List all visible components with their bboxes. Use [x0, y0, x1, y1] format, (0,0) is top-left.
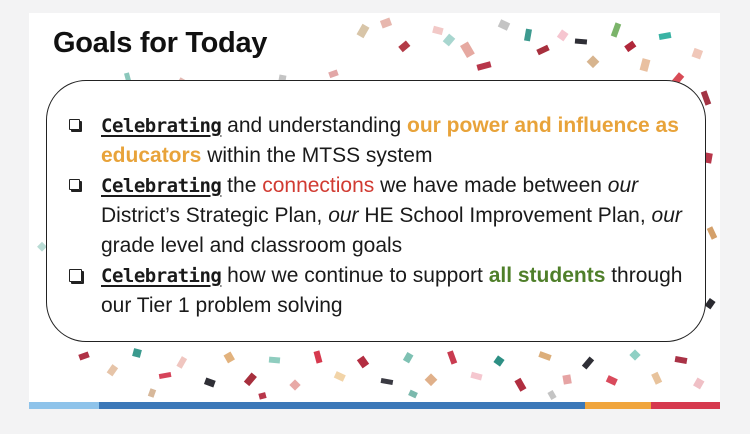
footer-bar-light-blue	[29, 402, 99, 409]
goals-panel	[46, 80, 706, 342]
emphasis-text: our	[651, 204, 682, 227]
bullet-text: the	[221, 174, 263, 197]
list-item	[69, 171, 694, 261]
highlight-text: all students	[488, 264, 606, 287]
bullet-text: HE School Improvement Plan,	[358, 204, 652, 227]
bullet-text: how we continue to support	[221, 264, 489, 287]
checkbox-bullet-icon	[69, 269, 82, 282]
bullet-text: we have made between	[374, 174, 608, 197]
bullet-text: grade level and classroom goals	[101, 234, 403, 257]
bullet-text: through our Tier 1 problem solving	[101, 264, 683, 317]
emphasis-text: our	[328, 204, 359, 227]
list-item	[69, 261, 694, 321]
highlight-text: our power and influence as educators	[101, 114, 679, 167]
checkbox-bullet-icon	[69, 119, 80, 130]
highlight-text: connections	[262, 174, 375, 197]
bullet-text: District’s Strategic Plan,	[101, 204, 329, 227]
keyword-celebrating: Celebrating	[101, 265, 222, 287]
slide	[29, 13, 720, 409]
footer-bar-blue	[99, 402, 585, 409]
checkbox-bullet-icon	[69, 179, 80, 190]
bullet-text: within the MTSS system	[201, 144, 433, 167]
page-title: Goals for Today	[53, 27, 268, 59]
emphasis-text: our	[607, 174, 639, 197]
keyword-celebrating: Celebrating	[101, 115, 222, 137]
goals-list	[69, 111, 694, 321]
footer-bar-orange	[585, 402, 651, 409]
footer-bar-red	[651, 402, 720, 409]
list-item	[69, 111, 694, 171]
bullet-text: and understanding	[221, 114, 407, 137]
keyword-celebrating: Celebrating	[101, 175, 222, 197]
